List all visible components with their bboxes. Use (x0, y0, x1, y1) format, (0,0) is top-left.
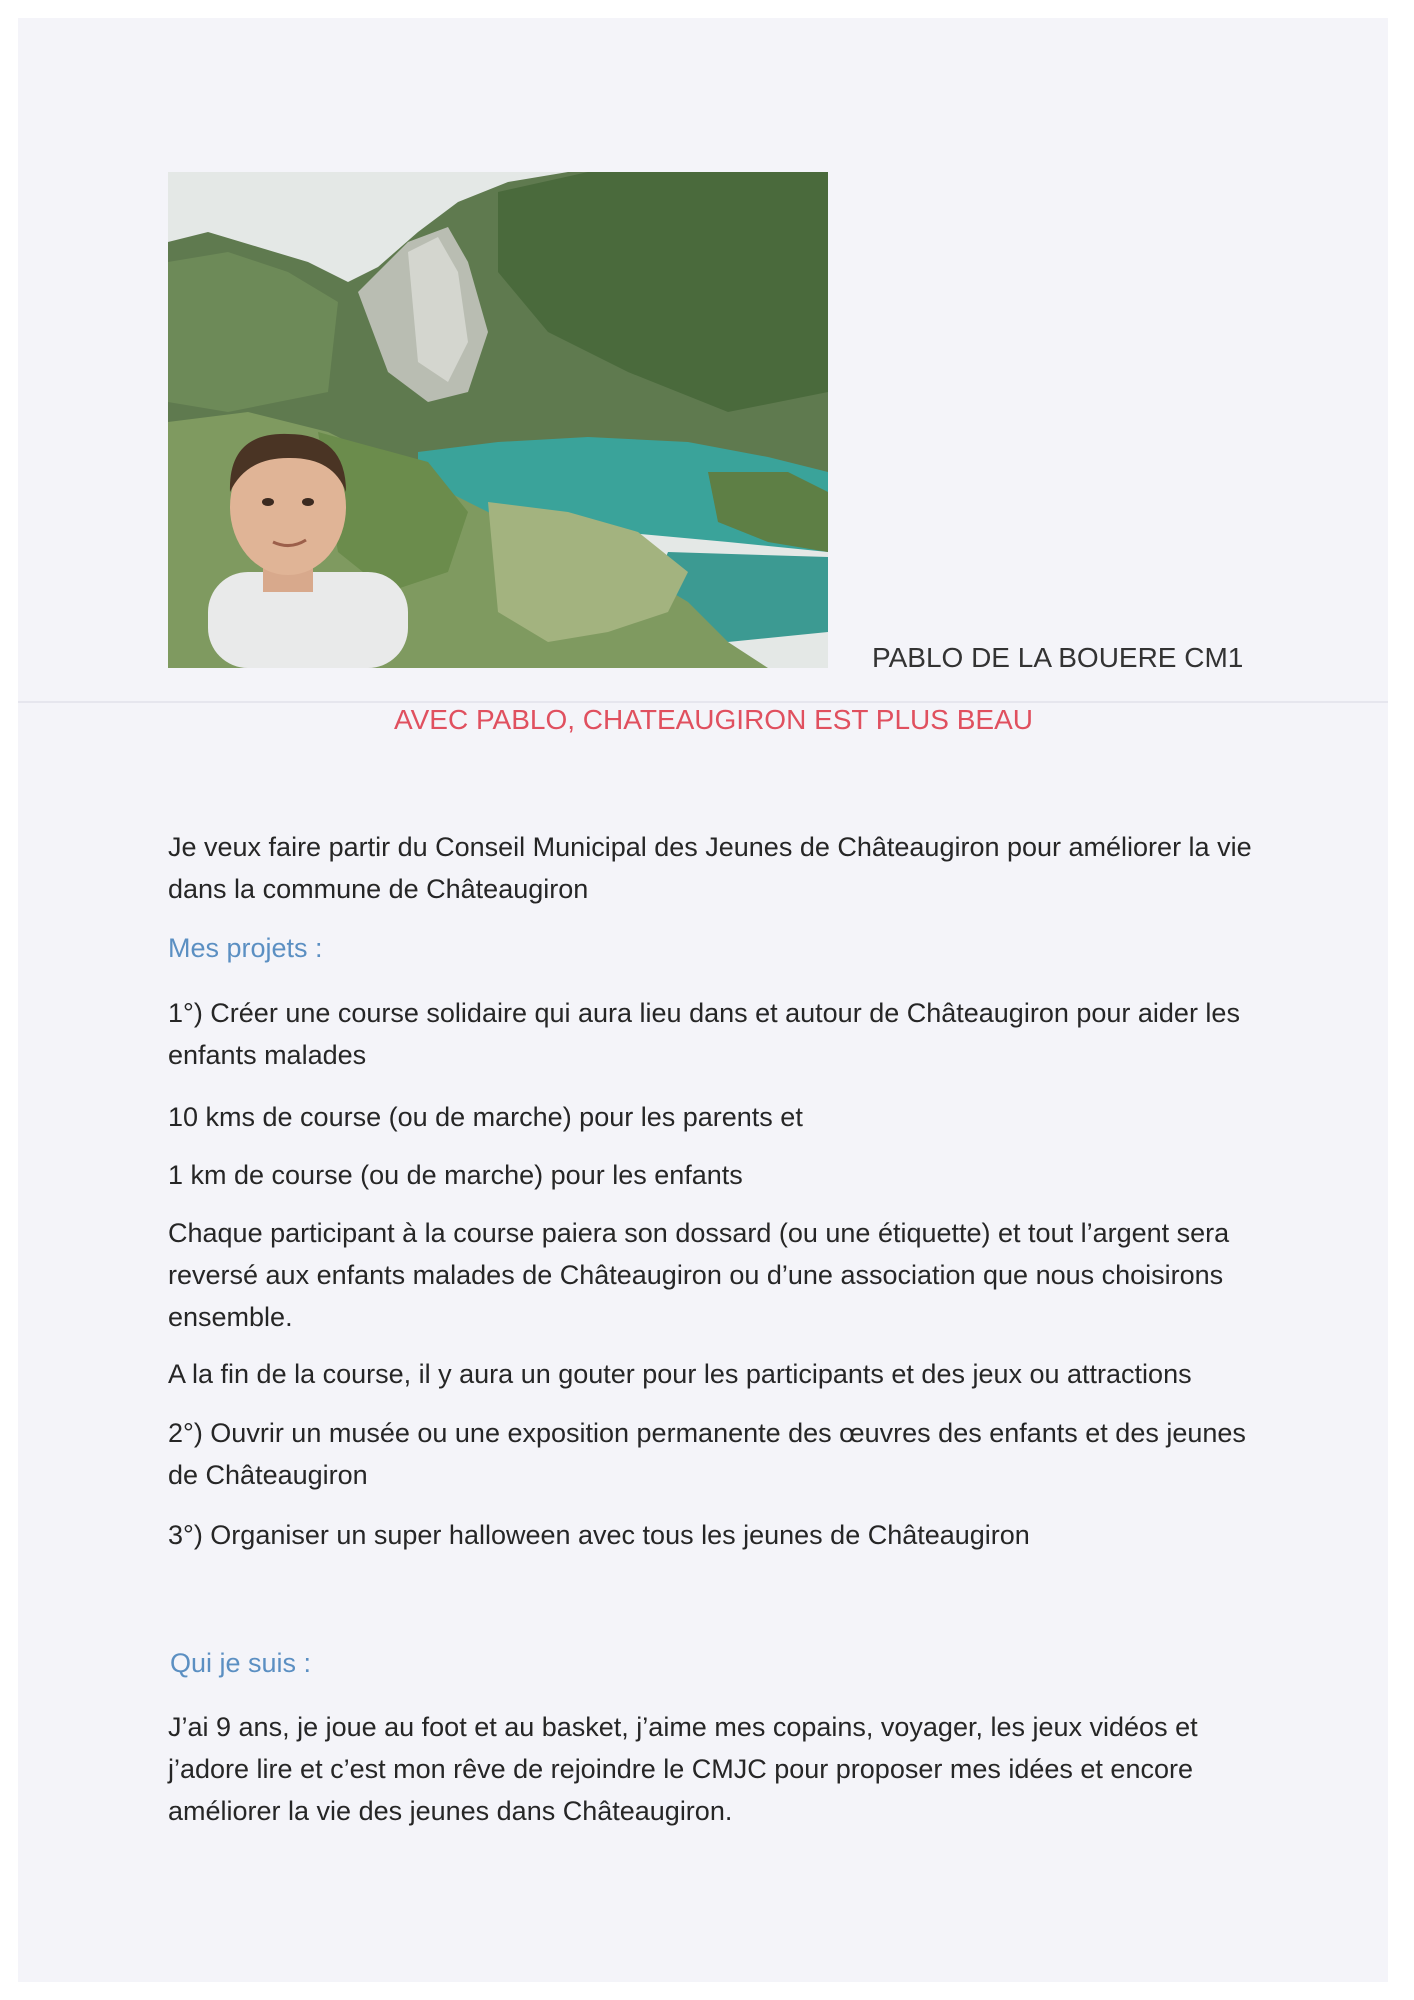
projects-heading: Mes projets : (168, 933, 323, 963)
project-1-adults: 10 kms de course (ou de marche) pour les parents et (168, 1102, 803, 1132)
campaign-headline: AVEC PABLO, CHATEAUGIRON EST PLUS BEAU (394, 704, 1033, 735)
project-1-kids: 1 km de course (ou de marche) pour les enfants (168, 1160, 743, 1190)
project-1-details: Chaque participant à la course paiera son dossard (ou une étiquette) et tout l’argent sera reversé aux enfants malades de Châteaugiron ou d’une association que nous choisirons ensemble. (168, 1218, 1230, 1332)
project-3: 3°) Organiser un super halloween avec tous les jeunes de Châteaugiron (168, 1520, 1030, 1550)
about-heading: Qui je suis : (170, 1648, 312, 1678)
scan-divider (18, 701, 1388, 703)
project-2: 2°) Ouvrir un musée ou une exposition permanente des œuvres des enfants et des jeunes de Châteaugiron (168, 1418, 1246, 1490)
about-paragraph: J’ai 9 ans, je joue au foot et au basket, j’aime mes copains, voyager, les jeux vidéos et j’adore lire et c’est mon rêve de rejoindre le CMJC pour proposer mes idées et encore améliorer la vie des jeunes dans Châteaugiron. (168, 1712, 1198, 1826)
intro-paragraph: Je veux faire partir du Conseil Municipal des Jeunes de Châteaugiron pour améliorer la vie dans la commune de Châteaugiron (168, 832, 1252, 904)
portrait-photo (168, 172, 828, 668)
project-1: 1°) Créer une course solidaire qui aura lieu dans et autour de Châteaugiron pour aider les enfants malades (168, 998, 1240, 1070)
document-page (18, 18, 1388, 1982)
project-1-snack: A la fin de la course, il y aura un gouter pour les participants et des jeux ou attractions (168, 1359, 1192, 1389)
student-name-caption: PABLO DE LA BOUERE CM1 (872, 642, 1244, 673)
